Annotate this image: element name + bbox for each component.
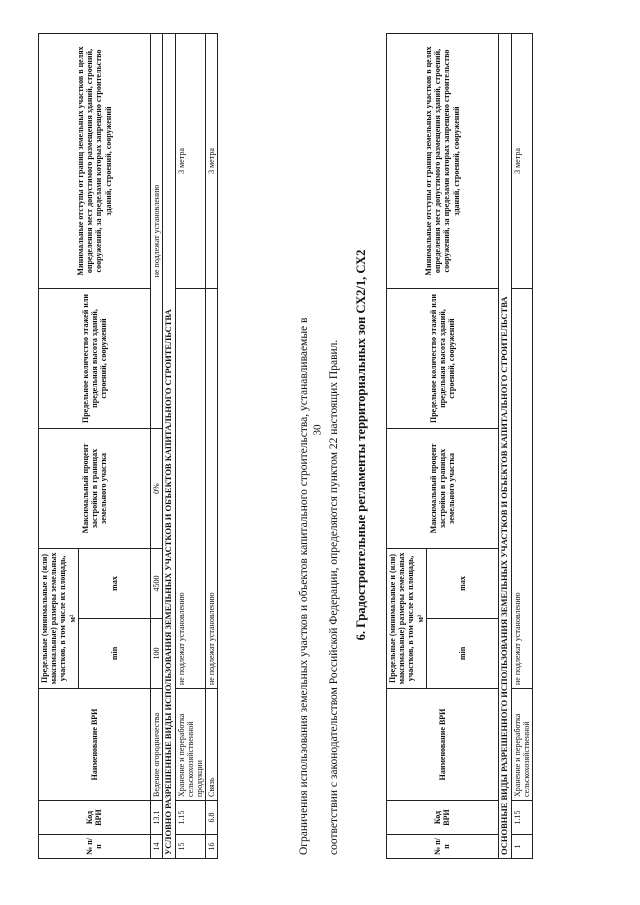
- rotated-page-content: [38, 24, 598, 869]
- header-min: min: [426, 619, 498, 689]
- row-num: 16: [206, 835, 218, 859]
- header-setbacks: Минимальные отступы от границ земельных участков в целях определения мест допустимого размещения зданий, строений, сооружений, за пределами которых запрещено строительство зданий, строений, сооружений: [387, 34, 499, 289]
- row-name: Хранение и переработка сельскохозяйственной: [511, 689, 532, 801]
- row-code: 1.15: [175, 801, 206, 835]
- header-code: Код ВРИ: [387, 801, 499, 835]
- header-floors: Предельное количество этажей или предельная высота зданий, строений, сооружений: [39, 289, 151, 429]
- header-num: № п/п: [39, 835, 151, 859]
- section-conditional: УСЛОВНО РАЗРЕШЕННЫЕ ВИДЫ ИСПОЛЬЗОВАНИЯ ЗЕМЕЛЬНЫХ УЧАСТКОВ И ОБЪЕКТОВ КАПИТАЛЬНОГО СТРОИТЕЛЬСТВА: [162, 34, 175, 859]
- table-row: [175, 34, 206, 859]
- header-max: max: [78, 549, 150, 619]
- row-sizes: не подлежат установлению: [511, 289, 532, 689]
- row-num: 15: [175, 835, 206, 859]
- regulations-table-top: [38, 33, 218, 859]
- table-row: [206, 34, 218, 859]
- table-row: [511, 34, 532, 859]
- header-setbacks: Минимальные отступы от границ земельных участков в целях определения мест допустимого размещения зданий, строений, сооружений, за пределами которых запрещено строительство зданий, строений, сооружений: [39, 34, 151, 289]
- row-setback: 3 метра: [175, 34, 206, 289]
- header-sizes: Предельные (минимальные и (или) максимальные) размеры земельных участков, в том числе их площадь, м²: [39, 549, 79, 689]
- section-row: [162, 34, 175, 859]
- restrictions-paragraph-line-1: Ограничения использования земельных участков и объектов капитального строительства, устанавливаемые в: [298, 317, 310, 855]
- section-row: [498, 34, 511, 859]
- row-percent: 0%: [150, 429, 162, 549]
- row-setback: 3 метра: [206, 34, 218, 289]
- header-num: № п/п: [387, 835, 499, 859]
- header-percent: Максимальный процент застройки в границах земельного участка: [39, 429, 151, 549]
- header-name: Наименование ВРИ: [39, 689, 151, 801]
- row-num: 14: [150, 835, 162, 859]
- table-row: [150, 34, 162, 859]
- header-floors: Предельное количество этажей или предельная высота зданий, строений, сооружений: [387, 289, 499, 429]
- row-sizes: не подлежат установлению: [206, 289, 218, 689]
- header-name: Наименование ВРИ: [387, 689, 499, 801]
- regulations-table-bottom: [386, 33, 533, 859]
- header-max: max: [426, 549, 498, 619]
- row-max: 4500: [150, 549, 162, 619]
- row-name: Хранение и переработка сельскохозяйственной продукции: [175, 689, 206, 801]
- header-sizes: Предельные (минимальные и (или) максимальные) размеры земельных участков, в том числе их площадь, м²: [387, 549, 427, 689]
- restrictions-paragraph-line-2: соответствии с законодательством Российской Федерации, определяются пунктом 22 настоящих Правил.: [328, 339, 340, 855]
- row-code: 1.15: [511, 801, 532, 835]
- row-name: Связь: [206, 689, 218, 801]
- row-rest: не подлежат установлению: [150, 34, 162, 429]
- row-sizes: не подлежат установлению: [175, 289, 206, 689]
- row-setback: 3 метра: [511, 34, 532, 289]
- row-code: 6.8: [206, 801, 218, 835]
- header-code: Код ВРИ: [39, 801, 151, 835]
- row-code: 13.1: [150, 801, 162, 835]
- row-min: 100: [150, 619, 162, 689]
- row-name: Ведение огородничества: [150, 689, 162, 801]
- row-num: 1: [511, 835, 532, 859]
- header-percent: Максимальный процент застройки в границах земельного участка: [387, 429, 499, 549]
- section-basic: ОСНОВНЫЕ ВИДЫ РАЗРЕШЕННОГО ИСПОЛЬЗОВАНИЯ ЗЕМЕЛЬНЫХ УЧАСТКОВ И ОБЪЕКТОВ КАПИТАЛЬНОГО СТРОИТЕЛЬСТВА: [498, 34, 511, 859]
- section-title: 6. Градостроительные регламенты территориальных зон СХ2/1, СХ2: [354, 249, 368, 641]
- page-number: 30: [311, 424, 324, 436]
- header-min: min: [78, 619, 150, 689]
